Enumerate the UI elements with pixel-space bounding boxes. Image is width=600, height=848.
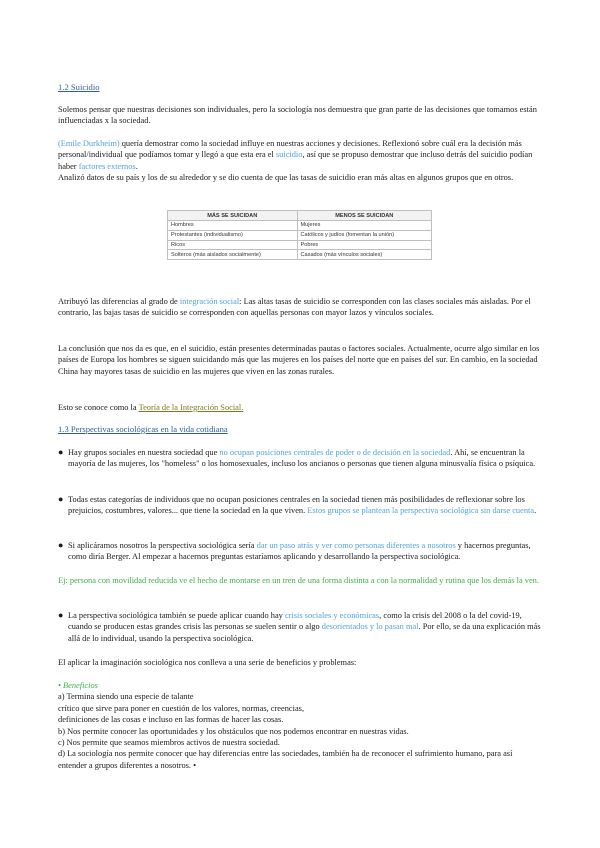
- paragraph-conclusion: La conclusión que nos da es que, en el suicidio, están presentes determinadas pautas o factores sociales. Actualmente, ocurre algo similar en los países de Europa los hombres se siguen suicidando más que las mujeres en los países del norte que en países del sur. En cambio, en la sociedad China hay mayores tasas de suicidio en las mujeres que viven en las zonas rurales.: [58, 344, 540, 376]
- table-header: MÁS SE SUICIDAN: [168, 211, 298, 221]
- table-row: [168, 240, 432, 250]
- text: Esto se conoce como la: [58, 403, 139, 412]
- list-item: [58, 540, 548, 563]
- text: . Por ello, se da una explicación más allá de lo individual, usando la perspectiva sociológica.: [68, 622, 541, 643]
- list-item: d) La sociología nos permite conocer que hay diferencias entre las sociedades, también ha de reconocer el sufrimiento humano, para así entender a grupos diferentes a nosotros. •: [58, 749, 513, 770]
- list-item: a) Termina siendo una especie de talante: [58, 692, 194, 702]
- durkheim-link[interactable]: (Emile Durkheim): [58, 139, 120, 148]
- paragraph-durkheim: [58, 138, 543, 184]
- suicide-table: [167, 210, 432, 260]
- highlight: crisis sociales y económicas: [284, 611, 380, 620]
- example-note: Ej: persona con movilidad reducida ve el hecho de montarse en un tren de una forma distinta a con la normalidad y rutina que los demás la ven.: [58, 576, 539, 585]
- list-item: [58, 610, 548, 644]
- factores-highlight: factores externos: [78, 161, 136, 171]
- list-item: crítico que sirve para poner en cuestión de los valores, normas, creencias,: [58, 703, 305, 713]
- paragraph-integracion: [58, 296, 543, 319]
- table-cell: Ricos: [168, 240, 298, 250]
- list-item: definiciones de las cosas e incluso en las formas de hacer las cosas.: [58, 715, 284, 725]
- list-item: [58, 447, 548, 470]
- section-heading-suicidio: 1.2 Suicidio: [58, 82, 100, 92]
- table-cell: Católicos y judíos (fomentan la unión): [297, 230, 432, 240]
- section-heading-perspectivas: 1.3 Perspectivas sociológicas en la vida cotidiana: [58, 424, 228, 434]
- beneficios-list: [58, 680, 543, 771]
- highlight: Estos grupos se plantean la perspectiva sociológica sin darse cuenta: [307, 506, 535, 516]
- table-cell: Mujeres: [297, 221, 432, 231]
- table-row: [168, 250, 432, 260]
- bullet-icon: ●: [58, 610, 64, 620]
- highlight: dar un paso atrás y ver como personas diferentes a nosotros: [256, 541, 456, 550]
- table-cell: Solteros (más aislados socialmente): [168, 250, 298, 260]
- table-header: MENOS SE SUICIDAN: [297, 211, 432, 221]
- text: Analizó datos de su país y los de su alrededor y se dio cuenta de que las tasas de suicidio eran más altas en algunos grupos que en otros.: [58, 173, 514, 183]
- text: La perspectiva sociológica también se puede aplicar cuando hay: [68, 611, 285, 620]
- list-item: c) Nos permite que seamos miembros activos de nuestra sociedad.: [58, 738, 280, 748]
- bullet-icon: ●: [58, 540, 64, 550]
- text: quería demostrar como la sociedad influye en nuestras acciones y decisiones. Reflexionó sobre cuál era la decisión más personal/individual que podíamos tomar y llegó a que esta era el: [58, 139, 522, 160]
- table-row: [168, 230, 432, 240]
- table-row: [168, 221, 432, 231]
- paragraph-teoria: [58, 402, 543, 413]
- text: , como la crisis del 2008 o la del covid-19, cuando se producen estas grandes crisis las personas se suelen sentir o algo: [68, 611, 522, 632]
- paragraph-imaginacion: El aplicar la imaginación sociológica nos conlleva a una serie de beneficios y problemas:: [58, 658, 357, 667]
- highlight: desorientados y lo pasan mal: [321, 622, 419, 632]
- table-cell: Protestantes (individualismo): [168, 230, 298, 240]
- text: : Las altas tasas de suicidio se corresponden con las clases sociales más aisladas. Por el contrario, las bajas tasas de suicidio se corresponden con aquellas personas con mayor lazos y vínculos sociales.: [58, 297, 531, 318]
- teoria-link[interactable]: Teoría de la Integración Social.: [138, 403, 244, 412]
- text: Si aplicáramos nosotros la perspectiva sociológica sería: [68, 541, 257, 550]
- text: . Ahí, se encuentran la mayoría de las mujeres, los "homeless" o los homosexuales, incluso los ancianos o personas que tienen alguna minusvalía física o psíquica.: [68, 448, 536, 469]
- list-item: [58, 494, 548, 517]
- text: Hay grupos sociales en nuestra sociedad que: [68, 448, 220, 457]
- table-cell: Pobres: [297, 240, 432, 250]
- text: Todas estas categorías de individuos que no ocupan posiciones centrales en la sociedad tienen más posibilidades de reflexionar sobre los prejuicios, costumbres, valores... que tiene la sociedad en la que viven.: [68, 495, 525, 516]
- bullet-icon: ●: [58, 494, 64, 504]
- beneficios-label: • Beneficios: [58, 681, 98, 690]
- bullet-icon: ●: [58, 447, 64, 457]
- text: y hacernos preguntas, como diría Berger. Al empezar a hacernos preguntas estaríamos aplicando y desarrollando la perspectiva sociológica.: [68, 541, 531, 562]
- highlight: no ocupan posiciones centrales de poder o de decisión en la sociedad: [219, 448, 451, 457]
- integracion-highlight: integración social: [179, 297, 240, 306]
- text: Atribuyó las diferencias al grado de: [58, 297, 180, 306]
- text: .: [534, 506, 537, 516]
- text: , así que se propuso demostrar que incluso detrás del suicidio podían haber: [58, 150, 533, 171]
- list-item: b) Nos permite conocer las oportunidades y los obstáculos que nos podemos encontrar en nuestras vidas.: [58, 726, 409, 736]
- paragraph-intro: Solemos pensar que nuestras decisiones son individuales, pero la sociología nos demuestra que gran parte de las decisiones que tomamos están influenciadas x la sociedad.: [58, 105, 537, 126]
- table-cell: Casados (más vínculos sociales): [297, 250, 432, 260]
- text: .: [135, 161, 138, 171]
- table-cell: Hombres: [168, 221, 298, 231]
- suicidio-highlight: suicidio: [275, 150, 303, 160]
